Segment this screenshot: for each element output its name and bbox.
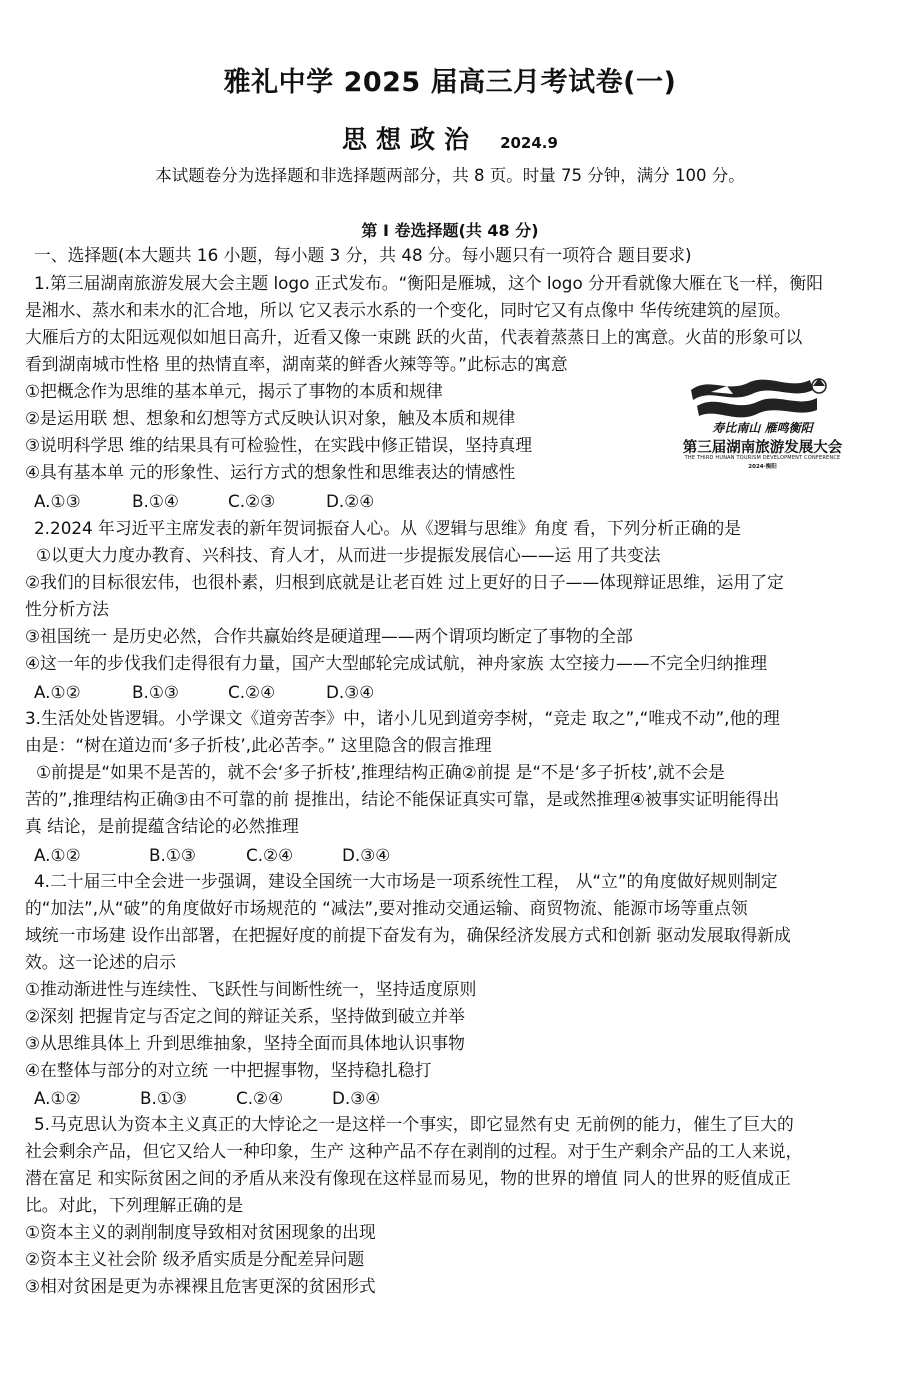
q3-statement: 真 结论，是前提蕴含结论的必然推理 xyxy=(25,816,299,836)
section-title: 第 I 卷选择题(共 48 分) xyxy=(361,221,539,240)
q1-statement: ④具有基本单 元的形象性、运行方式的想象性和思维表达的情感性 xyxy=(25,462,516,482)
q2-statement: 性分析方法 xyxy=(25,599,109,619)
q3-line: 3.生活处处皆逻辑。小学课文《道旁苦李》中，诸小儿见到道旁李树，“竞走 取之”,“唯戎不动”,他的理 xyxy=(25,708,780,728)
q5-line: 潜在富足 和实际贫困之间的矛盾从来没有像现在这样显而易见，物的世界的增值 同人的世界的贬值成正 xyxy=(25,1168,791,1188)
q3-line: 由是：“树在道边而‘多子折枝’,此必苦李。” 这里隐含的假言推理 xyxy=(25,735,492,755)
q2-statement: ②我们的目标很宏伟，也很朴素，归根到底就是让老百姓 过上更好的日子——体现辩证思维，运用了定 xyxy=(25,572,784,592)
q2-statement: ①以更大力度办教育、兴科技、育人才，从而进一步提振发展信心——运 用了共变法 xyxy=(36,545,661,565)
q5-statement: ③相对贫困是更为赤裸裸且危害更深的贫困形式 xyxy=(25,1276,376,1296)
subject-name: 思想政治 xyxy=(342,125,479,154)
q4-line: 4.二十届三中全会进一步强调，建设全国统一大市场是一项系统性工程， 从“立”的角度做好规则制定 xyxy=(34,871,778,891)
q1-statement: ②是运用联 想、想象和幻想等方式反映认识对象，触及本质和规律 xyxy=(25,408,516,428)
q5-statement: ②资本主义社会阶 级矛盾实质是分配差异问题 xyxy=(25,1249,365,1269)
option: D.③④ xyxy=(342,845,391,865)
option: B.①④ xyxy=(132,491,179,511)
q4-statement: ②深刻 把握肯定与否定之间的辩证关系，坚持做到破立并举 xyxy=(25,1006,465,1026)
q4-line: 效。这一论述的启示 xyxy=(25,952,177,972)
q1-line: 是湘水、蒸水和耒水的汇合地，所以 它又表示水系的一个变化，同时它又有点像中 华传统建筑的屋顶。 xyxy=(25,300,791,320)
q3-statement: ①前提是“如果不是苦的，就不会‘多子折枝’,推理结构正确②前提 是“不是‘多子折枝’,就不会是 xyxy=(36,762,725,782)
option: A.①② xyxy=(34,845,81,865)
q4-line: 域统一市场建 设作出部署，在把握好度的前提下奋发有为，确保经济发展方式和创新 驱动发展取得新成 xyxy=(25,925,791,945)
option: C.②④ xyxy=(246,845,294,865)
option: C.②③ xyxy=(228,491,276,511)
exam-date: 2024.9 xyxy=(500,134,558,152)
q5-line: 社会剩余产品，但它又给人一种印象，生产 这种产品不存在剥削的过程。对于生产剩余产品的工人来说， xyxy=(25,1141,803,1161)
q3-options xyxy=(34,843,390,867)
q5-line: 5.马克思认为资本主义真正的大悖论之一是这样一个事实，即它显然有史 无前例的能力，催生了巨大的 xyxy=(34,1114,794,1134)
q1-line: 大雁后方的太阳远观似如旭日高升，近看又像一束跳 跃的火苗，代表着蒸蒸日上的寓意。火苗的形象可以 xyxy=(25,327,803,347)
option: D.③④ xyxy=(332,1088,381,1108)
q4-line: 的“加法”,从“破”的角度做好市场规范的 “减法”,要对推动交通运输、商贸物流、能源市场等重点领 xyxy=(25,898,748,918)
q2-statement: ④这一年的步伐我们走得很有力量，国产大型邮轮完成试航，神舟家族 太空接力——不完全归纳推理 xyxy=(25,653,767,673)
option: D.②④ xyxy=(326,491,375,511)
q2-statement: ③祖国统一 是历史必然，合作共赢始终是硬道理——两个谓项均断定了事物的全部 xyxy=(25,626,633,646)
q3-statement: 苦的”,推理结构正确③由不可靠的前 提推出，结论不能保证真实可靠，是或然推理④被事实证明能得出 xyxy=(25,789,780,809)
q1-statement: ③说明科学思 维的结果具有可检验性，在实践中修正错误，坚持真理 xyxy=(25,435,533,455)
logo-english: THE THIRD HUNAN TOURISM DEVELOPMENT CONFERENCE xyxy=(684,455,841,461)
exam-intro: 本试题卷分为选择题和非选择题两部分，共 8 页。时量 75 分钟，满分 100 分。 xyxy=(155,166,745,185)
q1-options xyxy=(34,489,374,513)
option: B.①③ xyxy=(149,845,196,865)
logo-slogan: 寿比南山 雁鸣衡阳 xyxy=(712,421,813,435)
option: A.①② xyxy=(34,1088,81,1108)
option: C.②④ xyxy=(236,1088,284,1108)
q4-options xyxy=(34,1086,380,1110)
q4-statement: ④在整体与部分的对立统 一中把握事物，坚持稳扎稳打 xyxy=(25,1060,432,1080)
q1-statement: ①把概念作为思维的基本单元，揭示了事物的本质和规律 xyxy=(25,381,443,401)
q2-options xyxy=(34,680,374,704)
section-instruction: 一、选择题(本大题共 16 小题，每小题 3 分，共 48 分。每小题只有一项符合 题目要求) xyxy=(34,245,692,265)
subject-row xyxy=(0,120,900,156)
q1-line: 看到湖南城市性格 里的热情直率，湖南菜的鲜香火辣等等。”此标志的寓意 xyxy=(25,354,568,374)
logo-year: 2024·衡阳 xyxy=(748,464,777,470)
exam-title: 雅礼中学 2025 届高三月考试卷(一) xyxy=(223,67,677,98)
q1-line: 1.第三届湖南旅游发展大会主题 logo 正式发布。“衡阳是雁城，这个 logo 分开看就像大雁在飞一样，衡阳 xyxy=(34,273,823,293)
q4-statement: ①推动渐进性与连续性、飞跃性与间断性统一，坚持适度原则 xyxy=(25,979,477,999)
option: C.②④ xyxy=(228,682,276,702)
q5-statement: ①资本主义的剥削制度导致相对贫困现象的出现 xyxy=(25,1222,376,1242)
q2-line: 2.2024 年习近平主席发表的新年贺词振奋人心。从《逻辑与思维》角度 看，下列分析正确的是 xyxy=(34,518,742,538)
option: B.①③ xyxy=(132,682,179,702)
conference-logo xyxy=(655,372,870,470)
q4-statement: ③从思维具体上 升到思维抽象，坚持全面而具体地认识事物 xyxy=(25,1033,465,1053)
option: A.①③ xyxy=(34,491,81,511)
q5-line: 比。对此，下列理解正确的是 xyxy=(25,1195,244,1215)
option: D.③④ xyxy=(326,682,375,702)
logo-name: 第三届湖南旅游发展大会 xyxy=(682,440,843,456)
option: B.①③ xyxy=(140,1088,187,1108)
option: A.①② xyxy=(34,682,81,702)
